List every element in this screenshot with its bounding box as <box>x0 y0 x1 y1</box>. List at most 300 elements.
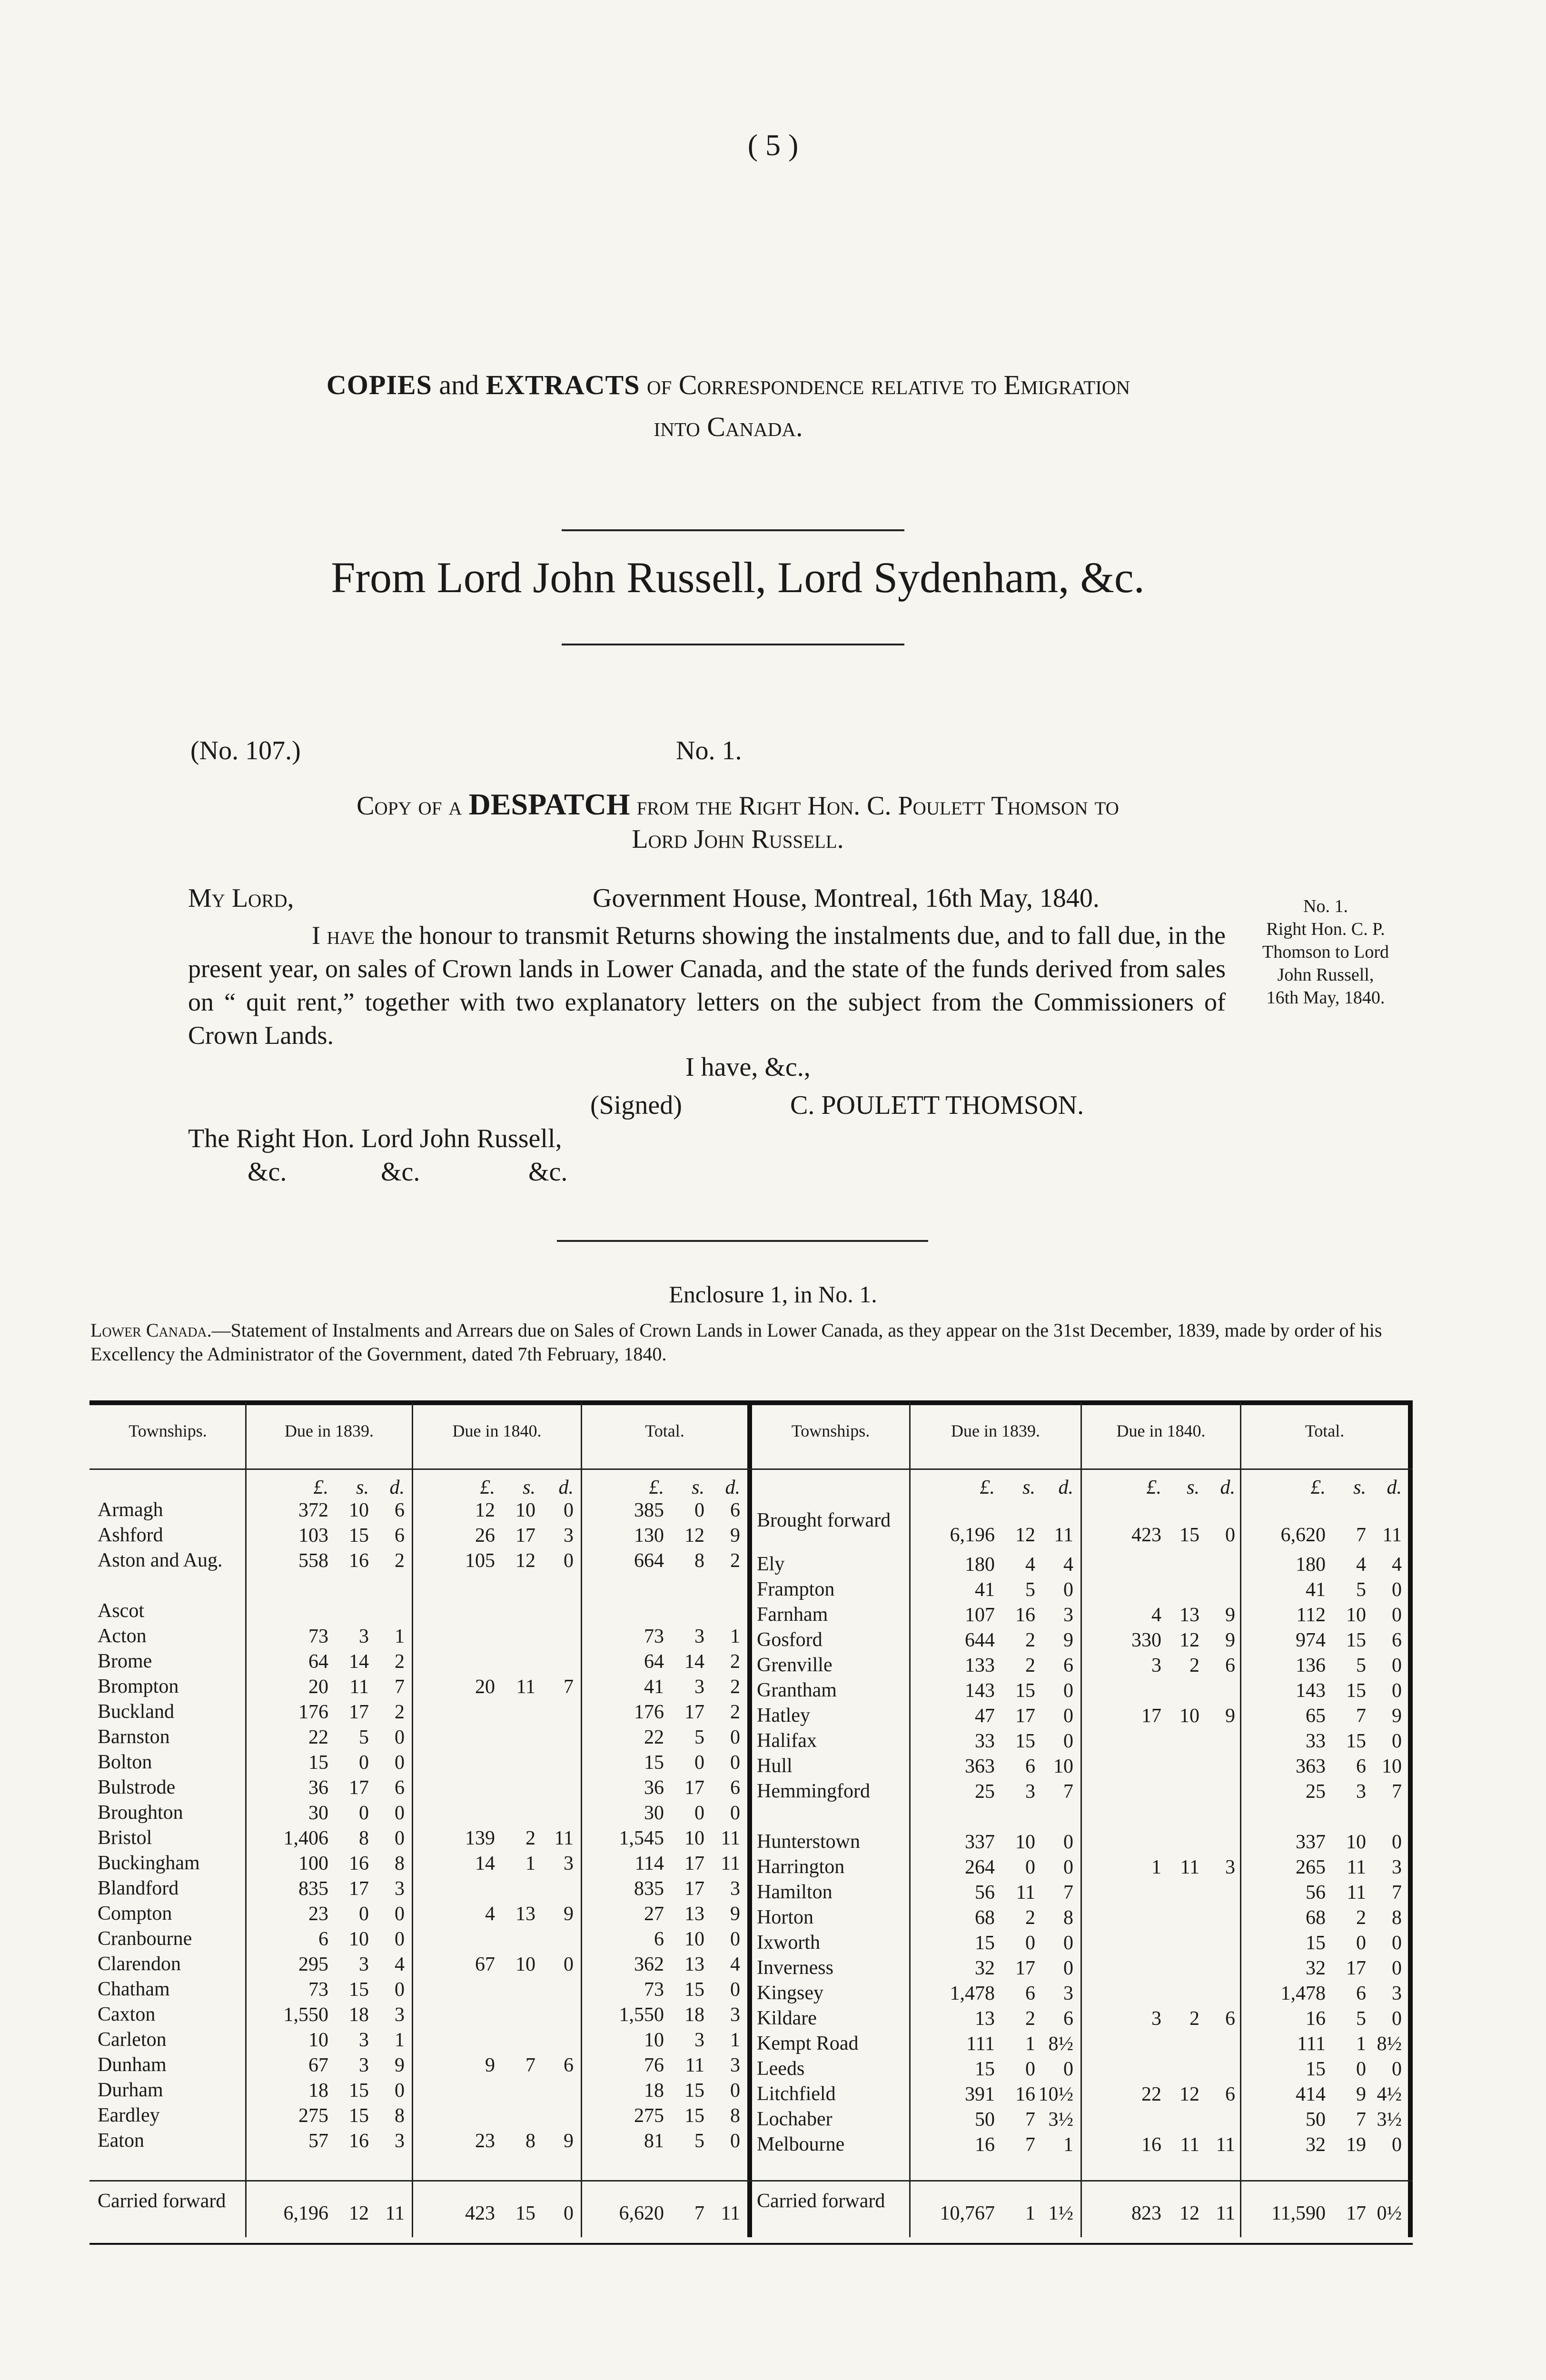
amount-pounds: 73 <box>308 1979 328 2001</box>
amount-shillings: 5 <box>1356 1579 1366 1601</box>
unit-pence: d. <box>1058 1477 1073 1498</box>
township-name: Hunterstown <box>757 1831 860 1853</box>
amount-pence: 0 <box>1063 1957 1073 1979</box>
amount-pounds: 9 <box>485 2054 495 2076</box>
amount-shillings: 15 <box>349 2080 369 2102</box>
col-header-townships: Townships. <box>791 1421 870 1440</box>
unit-pence: d. <box>389 1477 405 1498</box>
amount-pence: 0 <box>1063 1680 1073 1702</box>
amount-pounds: 363 <box>1296 1755 1326 1777</box>
amount-pounds: 16 <box>1306 2008 1326 2030</box>
township-name: Eardley <box>98 2104 160 2126</box>
amount-pounds: 176 <box>298 1701 328 1723</box>
amount-pence: 0 <box>395 1979 405 2001</box>
amount-shillings: 15 <box>1015 1680 1035 1702</box>
margin-note-line: No. 1. <box>1303 896 1348 916</box>
table-header-rule <box>89 1468 1413 1470</box>
amount-pence: 0 <box>1392 1831 1402 1853</box>
township-name: Aston and Aug. <box>98 1549 223 1571</box>
amount-pounds: 139 <box>465 1827 495 1849</box>
amount-pounds: 372 <box>298 1499 328 1521</box>
amount-pence: 3 <box>1225 1856 1235 1878</box>
amount-pence: 0 <box>730 2130 740 2152</box>
divider-rule <box>562 529 904 531</box>
amount-pence: 3½ <box>1048 2109 1073 2131</box>
letter-body-lead: I have <box>312 921 375 950</box>
amount-shillings: 12 <box>349 2202 369 2224</box>
amount-pounds: 26 <box>475 1525 495 1547</box>
amount-pounds: 265 <box>1296 1856 1326 1878</box>
amount-shillings: 7 <box>1356 2109 1366 2131</box>
unit-pence: d. <box>1387 1477 1402 1498</box>
amount-pence: 0 <box>564 1550 574 1572</box>
amount-shillings: 17 <box>684 1853 704 1874</box>
enclosure-label: Enclosure 1, in No. 1. <box>669 1281 877 1308</box>
amount-shillings: 10 <box>684 1827 704 1849</box>
amount-shillings: 17 <box>1346 2202 1366 2224</box>
amount-pounds: 664 <box>634 1550 664 1572</box>
amount-pounds: 15 <box>975 1932 995 1954</box>
amount-pence: 0 <box>1392 1730 1402 1752</box>
amount-shillings: 0 <box>694 1499 704 1521</box>
amount-shillings: 15 <box>515 2202 535 2224</box>
despatch-number: No. 1. <box>676 736 742 765</box>
amount-pence: 0 <box>1392 2008 1402 2030</box>
divider-rule <box>557 1240 928 1242</box>
amount-shillings: 3 <box>1025 1781 1035 1803</box>
amount-shillings: 10 <box>1346 1831 1366 1853</box>
amount-pounds: 50 <box>975 2109 995 2131</box>
amount-pounds: 81 <box>644 2130 664 2152</box>
amount-pence: 0 <box>1225 1524 1235 1546</box>
title-line-1 <box>181 364 1276 406</box>
amount-pounds: 423 <box>465 2202 495 2224</box>
amount-shillings: 11 <box>349 1676 369 1698</box>
amount-pence: 0 <box>1392 2058 1402 2080</box>
township-name: Caxton <box>98 2003 156 2025</box>
amount-shillings: 12 <box>1179 2083 1199 2105</box>
township-name: Bulstrode <box>98 1776 176 1798</box>
amount-pounds: 143 <box>965 1680 995 1702</box>
amount-shillings: 12 <box>515 1550 535 1572</box>
amount-pence: 0 <box>1063 2058 1073 2080</box>
amount-shillings: 17 <box>1015 1957 1035 1979</box>
township-name: Bristol <box>98 1827 152 1849</box>
amount-shillings: 3 <box>694 2029 704 2051</box>
amount-pence: 0 <box>395 1903 405 1925</box>
amount-shillings: 5 <box>694 2130 704 2152</box>
amount-pounds: 644 <box>965 1629 995 1651</box>
amount-pence: 3 <box>1392 1983 1402 2004</box>
divider-rule <box>562 644 904 645</box>
table-column-rule <box>1240 1402 1241 2237</box>
amount-shillings: 0 <box>1025 2058 1035 2080</box>
amount-pounds: 6,196 <box>283 2202 328 2224</box>
amount-pence: 7 <box>1392 1781 1402 1803</box>
table-center-rule <box>747 1402 752 2237</box>
amount-shillings: 12 <box>1179 2202 1199 2224</box>
amount-shillings: 17 <box>515 1525 535 1547</box>
amount-pounds: 20 <box>308 1676 328 1698</box>
amount-pounds: 10,767 <box>940 2202 995 2224</box>
township-name: Brome <box>98 1650 152 1672</box>
amount-pence: 8 <box>1392 1907 1402 1929</box>
amount-pounds: 68 <box>1306 1907 1326 1929</box>
amount-pence: 0 <box>1392 1957 1402 1979</box>
township-name: Harrington <box>757 1856 845 1878</box>
amount-pence: 0 <box>395 1752 405 1774</box>
amount-pounds: 3 <box>1151 2008 1161 2030</box>
amount-shillings: 10 <box>1346 1604 1366 1626</box>
amount-pence: 0 <box>1392 1655 1402 1676</box>
amount-pence: 1 <box>730 2029 740 2051</box>
amount-shillings: 14 <box>684 1651 704 1673</box>
amount-pounds: 41 <box>975 1579 995 1601</box>
amount-pounds: 15 <box>975 2058 995 2080</box>
unit-shillings: s. <box>1022 1477 1035 1498</box>
amount-pence: 0 <box>730 1726 740 1748</box>
township-name: Gosford <box>757 1629 823 1651</box>
amount-pence: 1 <box>395 2029 405 2051</box>
amount-shillings: 5 <box>1356 2008 1366 2030</box>
amount-pounds: 143 <box>1296 1680 1326 1702</box>
township-name: Frampton <box>757 1578 835 1600</box>
despatch-word: DESPATCH <box>468 787 630 821</box>
township-name: Acton <box>98 1625 147 1647</box>
amount-shillings: 12 <box>1015 1524 1035 1546</box>
signer: C. POULETT THOMSON. <box>790 1091 1084 1120</box>
amount-shillings: 0 <box>359 1903 369 1925</box>
amount-shillings: 1 <box>525 1853 535 1874</box>
amount-pounds: 41 <box>1306 1579 1326 1601</box>
amount-pence: 3 <box>730 1878 740 1900</box>
amount-shillings: 0 <box>694 1802 704 1824</box>
amount-pounds: 73 <box>308 1626 328 1647</box>
amount-shillings: 8 <box>359 1827 369 1849</box>
amount-pounds: 136 <box>1296 1655 1326 1676</box>
amount-pounds: 105 <box>465 1550 495 1572</box>
amount-pounds: 18 <box>644 2080 664 2102</box>
amount-pence: 0 <box>1392 1604 1402 1626</box>
amount-pence: 7 <box>1392 1882 1402 1904</box>
table-column-rule <box>909 1402 911 2237</box>
amount-pence: 4 <box>395 1954 405 1975</box>
amount-shillings: 3 <box>694 1676 704 1698</box>
amount-pence: 3 <box>564 1853 574 1874</box>
amount-pounds: 33 <box>975 1730 995 1752</box>
amount-shillings: 6 <box>1025 1983 1035 2004</box>
amount-pence: 4 <box>1392 1554 1402 1576</box>
amount-pence: 9 <box>1063 1629 1073 1651</box>
title-copies: COPIES <box>326 369 432 400</box>
amount-pounds: 64 <box>644 1651 664 1673</box>
amount-shillings: 15 <box>684 2080 704 2102</box>
col-header-total: Total. <box>645 1421 684 1440</box>
amount-pence: 0 <box>1392 2134 1402 2156</box>
amount-pence: 9 <box>730 1525 740 1547</box>
margin-note-line: Right Hon. C. P. <box>1266 919 1385 939</box>
amount-shillings: 13 <box>684 1954 704 1975</box>
amount-pounds: 111 <box>1297 2033 1326 2055</box>
unit-pence: d. <box>1220 1477 1235 1498</box>
amount-pence: 7 <box>395 1676 405 1698</box>
amount-pence: 3 <box>730 2054 740 2076</box>
amount-pounds: 16 <box>1141 2134 1161 2156</box>
amount-pounds: 22 <box>644 1726 664 1748</box>
amount-pounds: 835 <box>298 1878 328 1900</box>
amount-pounds: 50 <box>1306 2109 1326 2131</box>
amount-pence: 8½ <box>1377 2033 1402 2055</box>
amount-pence: 8½ <box>1048 2033 1073 2055</box>
amount-pence: 9 <box>730 1903 740 1925</box>
amount-pence: 3 <box>1063 1604 1073 1626</box>
amount-shillings: 8 <box>525 2130 535 2152</box>
amount-pounds: 30 <box>644 1802 664 1824</box>
amount-pence: 6 <box>730 1499 740 1521</box>
township-name: Hull <box>757 1755 793 1777</box>
township-name: Hamilton <box>757 1881 832 1903</box>
amount-pence: 2 <box>730 1550 740 1572</box>
title-rest: of Correspondence relative to Emigration <box>646 369 1130 400</box>
margin-note-line: 16th May, 1840. <box>1266 988 1385 1008</box>
amount-pounds: 835 <box>634 1878 664 1900</box>
amount-shillings: 10 <box>684 1928 704 1950</box>
amount-shillings: 5 <box>694 1726 704 1748</box>
amount-shillings: 7 <box>1025 2109 1035 2131</box>
amount-pounds: 6,196 <box>950 1524 995 1546</box>
amount-pounds: 27 <box>644 1903 664 1925</box>
title-line-2: into Canada. <box>654 411 803 442</box>
amount-pounds: 32 <box>975 1957 995 1979</box>
township-name: Buckland <box>98 1701 174 1723</box>
amount-shillings: 0 <box>359 1802 369 1824</box>
unit-pounds: £. <box>1310 1477 1326 1498</box>
amount-shillings: 10 <box>1179 1705 1199 1727</box>
despatch-title <box>238 788 1238 856</box>
amount-pence: 4 <box>1063 1554 1073 1576</box>
township-name: Buckingham <box>98 1852 200 1874</box>
amount-pence: 0 <box>730 1979 740 2001</box>
amount-shillings: 11 <box>1347 1882 1366 1904</box>
amount-pounds: 275 <box>298 2105 328 2127</box>
amount-pence: 0 <box>730 1752 740 1774</box>
amount-shillings: 15 <box>1346 1730 1366 1752</box>
amount-pounds: 16 <box>975 2134 995 2156</box>
amount-pounds: 76 <box>644 2054 664 2076</box>
amount-shillings: 16 <box>349 1550 369 1572</box>
amount-pence: 9 <box>395 2054 405 2076</box>
amount-pounds: 558 <box>298 1550 328 1572</box>
amount-pence: 6 <box>1063 2008 1073 2030</box>
col-header-due-1840: Due in 1840. <box>452 1421 542 1440</box>
col-header-due-1839: Due in 1839. <box>285 1421 374 1440</box>
township-name: Chatham <box>98 1978 170 2000</box>
amount-pounds: 363 <box>965 1755 995 1777</box>
amount-pounds: 41 <box>644 1676 664 1698</box>
amount-pounds: 25 <box>975 1781 995 1803</box>
amount-pence: 11 <box>1216 2202 1235 2224</box>
unit-shillings: s. <box>523 1477 535 1498</box>
amount-pounds: 3 <box>1151 1655 1161 1676</box>
amount-pence: 6 <box>1063 1655 1073 1676</box>
amount-pence: 1½ <box>1048 2202 1073 2224</box>
brought-forward-label: Brought forward <box>757 1509 891 1531</box>
amount-pence: 0 <box>395 2080 405 2102</box>
amount-shillings: 2 <box>1025 1629 1035 1651</box>
amount-pence: 4½ <box>1377 2083 1402 2105</box>
margin-note <box>1240 895 1411 1009</box>
amount-pounds: 23 <box>308 1903 328 1925</box>
amount-shillings: 7 <box>525 2054 535 2076</box>
table-column-rule <box>581 1402 582 2237</box>
amount-pounds: 15 <box>1306 1932 1326 1954</box>
amount-pence: 0 <box>1392 1579 1402 1601</box>
place-date: Government House, Montreal, 16th May, 1840. <box>593 883 1100 913</box>
amount-pounds: 6 <box>318 1928 328 1950</box>
title-extracts: EXTRACTS <box>486 369 640 400</box>
amount-pounds: 1,550 <box>283 2004 328 2026</box>
amount-shillings: 0 <box>1356 1932 1366 1954</box>
amount-pence: 0 <box>1063 1705 1073 1727</box>
amount-pounds: 264 <box>965 1856 995 1878</box>
amount-shillings: 5 <box>1356 1655 1366 1676</box>
township-name: Melbourne <box>757 2133 845 2155</box>
margin-note-line: Thomson to Lord <box>1262 942 1389 962</box>
amount-pounds: 25 <box>1306 1781 1326 1803</box>
unit-shillings: s. <box>1353 1477 1366 1498</box>
amount-shillings: 13 <box>684 1903 704 1925</box>
amount-pounds: 133 <box>965 1655 995 1676</box>
amount-pence: 3 <box>1063 1983 1073 2004</box>
amount-pence: 1 <box>1063 2134 1073 2156</box>
amount-shillings: 3 <box>1356 1781 1366 1803</box>
amount-pence: 2 <box>730 1701 740 1723</box>
amount-pence: 0 <box>395 1802 405 1824</box>
amount-pence: 11 <box>721 2202 740 2224</box>
amount-shillings: 10 <box>349 1928 369 1950</box>
amount-pounds: 1,406 <box>283 1827 328 1849</box>
letter-body <box>188 919 1226 1052</box>
amount-pounds: 103 <box>298 1525 328 1547</box>
amount-shillings: 16 <box>349 2130 369 2152</box>
col-header-due-1839: Due in 1839. <box>951 1421 1040 1440</box>
amount-pounds: 30 <box>308 1802 328 1824</box>
amount-pounds: 15 <box>308 1752 328 1774</box>
amount-shillings: 7 <box>1356 1524 1366 1546</box>
amount-pence: 11 <box>1216 2134 1235 2156</box>
township-name: Cranbourne <box>98 1928 192 1950</box>
amount-shillings: 11 <box>1016 1882 1035 1904</box>
amount-pounds: 17 <box>1141 1705 1161 1727</box>
amount-pence: 9 <box>564 1903 574 1925</box>
amount-shillings: 16 <box>349 1853 369 1874</box>
amount-shillings: 2 <box>1189 1655 1199 1676</box>
amount-pounds: 68 <box>975 1907 995 1929</box>
amount-shillings: 10 <box>515 1954 535 1975</box>
amount-shillings: 6 <box>1356 1755 1366 1777</box>
amount-pence: 6 <box>395 1777 405 1799</box>
carried-forward-label: Carried forward <box>757 2190 885 2212</box>
amount-shillings: 11 <box>1180 1856 1199 1878</box>
amount-pounds: 414 <box>1296 2083 1326 2105</box>
township-name: Ascot <box>98 1600 144 1622</box>
amount-shillings: 15 <box>684 1979 704 2001</box>
amount-pounds: 15 <box>644 1752 664 1774</box>
amount-pounds: 22 <box>1141 2083 1161 2105</box>
amount-pence: 9 <box>1225 1705 1235 1727</box>
township-name: Ashford <box>98 1524 163 1546</box>
amount-shillings: 11 <box>1347 1856 1366 1878</box>
unit-pounds: £. <box>980 1477 995 1498</box>
amount-shillings: 15 <box>1346 1629 1366 1651</box>
amount-shillings: 16 <box>1015 1604 1035 1626</box>
amount-pounds: 130 <box>634 1525 664 1547</box>
amount-pence: 0 <box>564 2202 574 2224</box>
amount-pounds: 974 <box>1296 1629 1326 1651</box>
amount-pounds: 176 <box>634 1701 664 1723</box>
table-right-rule <box>1408 1402 1413 2237</box>
township-name: Kempt Road <box>757 2033 859 2054</box>
township-name: Compton <box>98 1903 172 1924</box>
amount-pence: 2 <box>730 1651 740 1673</box>
amount-shillings: 6 <box>1356 1983 1366 2004</box>
amount-pence: 11 <box>1382 1524 1402 1546</box>
amount-shillings: 0 <box>1025 1932 1035 1954</box>
amount-pence: 0 <box>395 1827 405 1849</box>
amount-pence: 6 <box>1225 1655 1235 1676</box>
table-total-rule <box>89 2180 1413 2182</box>
amount-pence: 3 <box>1392 1856 1402 1878</box>
amount-pounds: 1,550 <box>619 2004 664 2026</box>
despatch-to: Lord John Russell. <box>632 824 844 854</box>
township-name: Ixworth <box>757 1932 820 1954</box>
amount-shillings: 11 <box>685 2054 704 2076</box>
amount-pounds: 73 <box>644 1979 664 2001</box>
amount-pence: 0 <box>1392 1680 1402 1702</box>
amount-pounds: 6,620 <box>619 2202 664 2224</box>
township-name: Eaton <box>98 2130 144 2152</box>
amount-pence: 10 <box>1053 1755 1073 1777</box>
amount-shillings: 13 <box>515 1903 535 1925</box>
amount-pounds: 100 <box>298 1853 328 1874</box>
amount-pence: 2 <box>395 1651 405 1673</box>
amount-shillings: 4 <box>1025 1554 1035 1576</box>
amount-shillings: 19 <box>1346 2134 1366 2156</box>
amount-pence: 9 <box>564 2130 574 2152</box>
township-name: Brompton <box>98 1676 179 1697</box>
signed-label: (Signed) <box>590 1091 682 1120</box>
amount-shillings: 3 <box>359 2029 369 2051</box>
township-name: Blandford <box>98 1877 179 1899</box>
col-header-due-1840: Due in 1840. <box>1116 1421 1206 1440</box>
township-name: Broughton <box>98 1802 183 1824</box>
amount-pence: 0 <box>1063 1932 1073 1954</box>
township-name: Kingsey <box>757 1982 823 2004</box>
amount-shillings: 15 <box>349 2105 369 2127</box>
amount-pounds: 6,620 <box>1280 1524 1326 1546</box>
township-name: Grantham <box>757 1679 837 1701</box>
amount-pence: 11 <box>554 1827 574 1849</box>
amount-shillings: 17 <box>684 1777 704 1799</box>
amount-shillings: 12 <box>1179 1629 1199 1651</box>
township-name: Leeds <box>757 2058 805 2080</box>
amount-pence: 3 <box>730 2004 740 2026</box>
township-name: Farnham <box>757 1604 828 1626</box>
amount-pounds: 67 <box>475 1954 495 1975</box>
amount-shillings: 14 <box>349 1651 369 1673</box>
township-name: Clarendon <box>98 1953 181 1975</box>
amount-shillings: 0 <box>1025 1856 1035 1878</box>
